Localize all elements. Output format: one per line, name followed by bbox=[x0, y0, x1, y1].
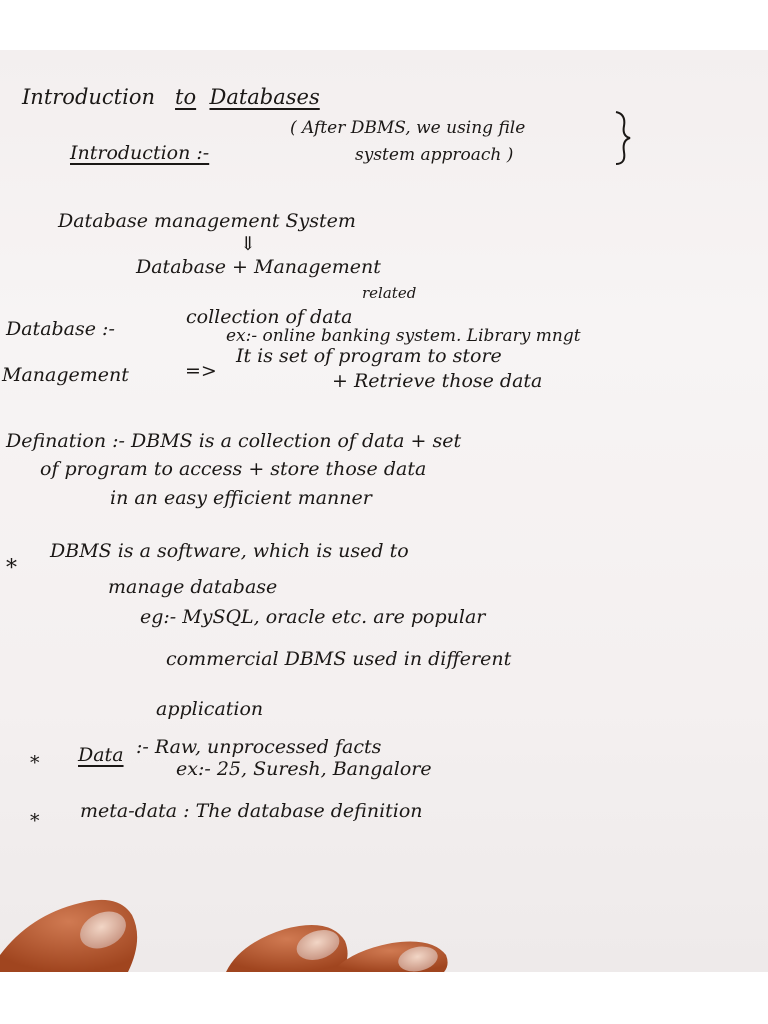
definition-line3: in an easy efficient manner bbox=[110, 487, 372, 509]
dbms-software-line4: commercial DBMS used in different bbox=[166, 648, 512, 670]
management-retrieve: + Retrieve those data bbox=[332, 370, 543, 392]
data-example: ex:- 25, Suresh, Bangalore bbox=[176, 758, 432, 780]
database-definition: collection of data bbox=[186, 306, 353, 328]
dbms-fullform: Database management System bbox=[58, 210, 356, 232]
dbms-software-line1: DBMS is a software, which is used to bbox=[50, 540, 409, 562]
page-title: Introduction to Databases bbox=[22, 85, 320, 109]
database-related-annotation: related bbox=[362, 284, 417, 302]
fingers-image bbox=[0, 885, 460, 972]
closing-brace-mark bbox=[612, 108, 634, 168]
intro-text-line1: ( After DBMS, we using file bbox=[290, 118, 526, 138]
metadata-definition: meta-data : The database definition bbox=[80, 800, 423, 822]
dbms-split: Database + Management bbox=[136, 256, 381, 278]
data-definition: :- Raw, unprocessed facts bbox=[136, 736, 382, 758]
intro-text-line2: system approach ) bbox=[355, 145, 514, 165]
definition-line1: Defination :- DBMS is a collection of data + set bbox=[6, 430, 462, 452]
dbms-software-line5: application bbox=[156, 698, 264, 720]
intro-label: Introduction :- bbox=[70, 142, 210, 164]
bullet-star-icon: * bbox=[30, 752, 40, 774]
down-arrow-icon: ⇓ bbox=[240, 233, 256, 255]
management-label: Management bbox=[2, 364, 129, 386]
bullet-star-icon: * bbox=[6, 556, 17, 581]
database-example: ex:- online banking system. Library mngt bbox=[226, 326, 581, 346]
bullet-star-icon: * bbox=[30, 810, 40, 832]
definition-line2: of program to access + store those data bbox=[40, 458, 427, 480]
dbms-software-example: eg:- MySQL, oracle etc. are popular bbox=[140, 606, 486, 628]
notebook-page bbox=[0, 50, 768, 972]
database-label: Database :- bbox=[6, 318, 115, 340]
implies-arrow-icon: => bbox=[185, 360, 217, 382]
dbms-software-line2: manage database bbox=[108, 576, 278, 598]
management-definition: It is set of program to store bbox=[236, 345, 502, 367]
data-label: Data bbox=[78, 744, 124, 766]
